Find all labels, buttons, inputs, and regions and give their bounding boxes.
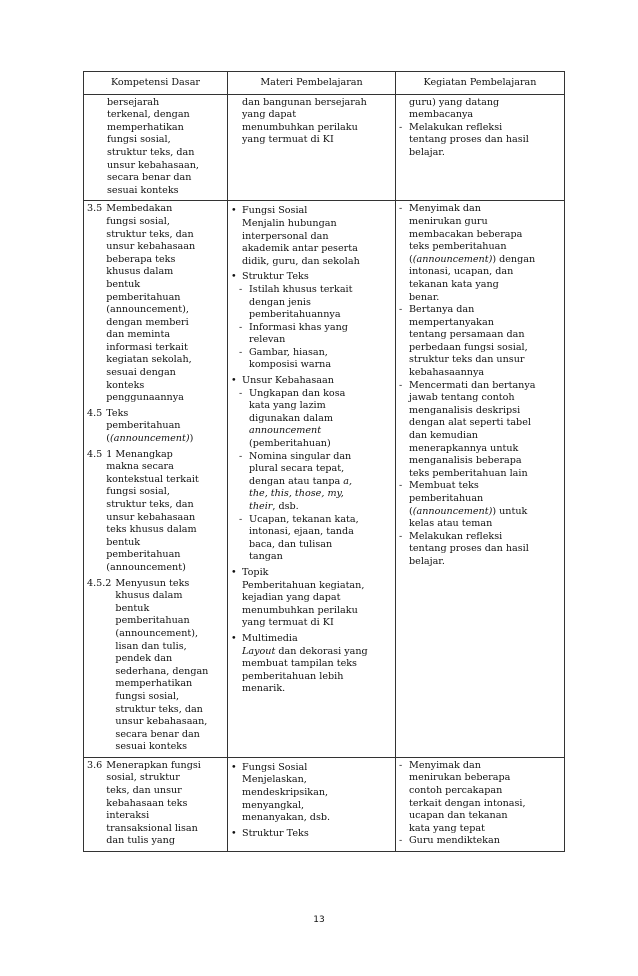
materi-struktur-teks <box>231 271 392 284</box>
text-line: menerapkannya untuk <box>409 442 519 454</box>
text-span: dan dekorasi yang <box>275 645 368 657</box>
italic-term: a, <box>343 475 353 487</box>
text-line: terkait dengan intonasi, <box>409 797 526 809</box>
text-line: dan bangunan bersejarah <box>242 96 367 108</box>
text-line: Mencermati dan bertanya <box>409 379 536 391</box>
bullet-icon: • <box>231 827 237 839</box>
text-line: fungsi sosial, <box>106 215 170 227</box>
bullet-icon: • <box>231 271 237 283</box>
text-line: digunakan dalam <box>249 412 333 424</box>
text-line: (announcement), <box>106 304 189 316</box>
text-line: kebahasaan teks <box>106 797 188 809</box>
text-line: contoh percakapan <box>409 785 503 797</box>
kegiatan-continuation <box>399 97 561 122</box>
kegiatan-item <box>399 304 561 380</box>
text-line: menganalisis deskripsi <box>409 404 521 416</box>
kegiatan-cell <box>396 94 565 201</box>
text-line: Melakukan refleksi <box>409 121 503 133</box>
text-line: kata yang lazim <box>249 400 326 412</box>
section-title: Multimedia <box>242 632 298 644</box>
text-line: Pemberitahuan kegiatan, <box>242 579 365 591</box>
text-line: menarik. <box>242 683 286 695</box>
text-line: pemberitahuan <box>106 420 181 432</box>
unsur-item <box>231 388 392 451</box>
text-line: menyangkal, <box>242 799 305 811</box>
bullet-icon: • <box>231 205 237 217</box>
kegiatan-cell <box>396 201 565 758</box>
kd-4-5 <box>87 408 224 446</box>
materi-unsur-kebahasaan <box>231 375 392 388</box>
text-line: pemberitahuan <box>409 493 484 504</box>
kd-number: 3.6 <box>87 759 103 771</box>
text-line: didik, guru, dan sekolah <box>242 255 360 267</box>
table-row <box>84 201 565 758</box>
text-line: menirukan guru <box>409 215 488 227</box>
text-line: ucapan dan tekanan <box>409 810 508 822</box>
text-line: Menyimak dan <box>409 203 481 215</box>
text-line: Ungkapan dan kosa <box>249 387 346 399</box>
italic-term: Layout <box>242 645 276 657</box>
text-line <box>249 488 392 501</box>
text-line: membacakan beberapa <box>409 228 523 240</box>
text-line: bersejarah <box>107 96 160 108</box>
fungsi-sosial-text <box>231 218 392 268</box>
text-line: baca, dan tulisan <box>249 538 333 550</box>
text-line: unsur kebahasaan <box>106 511 196 523</box>
text-line: terkenal, dengan <box>107 109 190 121</box>
text-line: menumbuhkan perilaku <box>242 604 358 616</box>
text-line: fungsi sosial, <box>115 690 180 702</box>
dash-marker: - <box>399 759 403 771</box>
text-line: Menjelaskan, <box>242 774 307 786</box>
text-line: dan kemudian <box>409 430 478 442</box>
materi-fungsi-sosial <box>231 762 392 775</box>
text-line: struktur teks, dan <box>107 146 195 158</box>
dash-marker: - <box>399 835 403 847</box>
kd-4-5-2 <box>87 578 224 754</box>
kd-cell <box>84 94 228 201</box>
materi-fungsi-sosial <box>231 205 392 218</box>
text-span: , dsb. <box>272 501 299 512</box>
text-line: teks pemberitahuan <box>409 241 507 253</box>
italic-term: the, this, those, my, <box>249 488 344 500</box>
struktur-item <box>231 322 392 347</box>
dash-marker: - <box>239 283 243 295</box>
italic-term: announcement <box>249 425 322 437</box>
text-line: struktur teks dan unsur <box>409 354 525 366</box>
section-title: Struktur Teks <box>242 271 309 283</box>
header-materi-pembelajaran: Materi Pembelajaran <box>228 72 396 95</box>
text-line: Nomina singular dan <box>249 450 352 462</box>
text-line: Menyusun teks <box>115 577 190 589</box>
text-line: Menerapkan fungsi <box>106 759 201 771</box>
text-line: yang dapat <box>242 109 297 121</box>
dash-marker: - <box>239 346 243 358</box>
materi-topik <box>231 567 392 580</box>
header-kompetensi-dasar: Kompetensi Dasar <box>84 72 228 95</box>
bullet-icon: • <box>231 761 237 773</box>
section-title: Topik <box>242 566 269 578</box>
text-line: memperhatikan <box>107 121 184 133</box>
text-line: yang termuat di KI <box>242 134 334 146</box>
text-span: dengan atau tanpa <box>249 475 341 487</box>
text-line: perbedaan fungsi sosial, <box>409 341 528 353</box>
text-line: mempertanyakan <box>409 316 494 328</box>
dash-marker: - <box>239 513 243 525</box>
kegiatan-item <box>399 122 561 160</box>
text-line: dengan alat seperti tabel <box>409 417 531 429</box>
text-line: kelas atau teman <box>409 518 493 530</box>
text-line: kebahasaannya <box>409 367 485 379</box>
text-line: belajar. <box>409 146 445 158</box>
text-line: kata yang tepat <box>409 822 485 834</box>
text-line: interpersonal dan <box>242 230 329 242</box>
text-line: pemberitahuannya <box>249 309 341 321</box>
text-line: transaksional lisan <box>106 822 198 834</box>
text-line: makna secara <box>106 461 174 473</box>
text-line: sesuai dengan <box>106 367 176 379</box>
text-line: Membedakan <box>106 203 173 215</box>
text-line: bentuk <box>106 278 141 290</box>
text-line: secara benar dan <box>115 728 200 740</box>
text-line: pendek dan <box>115 653 173 665</box>
text-line: teks, dan unsur <box>106 785 182 797</box>
text-line: struktur teks, dan <box>115 703 203 715</box>
kd-continuation <box>87 97 224 198</box>
text-line: penggunaannya <box>106 392 184 404</box>
text-line <box>249 476 392 489</box>
section-title: Fungsi Sosial <box>242 761 308 773</box>
table-row <box>84 757 565 851</box>
text-line: pemberitahuan <box>115 615 190 627</box>
curriculum-table <box>83 71 565 852</box>
text-line: teks khusus dalam <box>106 524 197 536</box>
text-line: dan tulis yang <box>106 835 175 847</box>
text-line: menganalisis beberapa <box>409 455 522 467</box>
text-line: sederhana, dengan <box>115 665 209 677</box>
multimedia-text <box>231 646 392 696</box>
text-line: unsur kebahasaan, <box>107 159 199 171</box>
text-span: dengan <box>496 253 536 265</box>
text-line: ((announcement)) <box>106 433 194 445</box>
dash-marker: - <box>239 321 243 333</box>
text-line: guru) yang datang <box>409 96 500 108</box>
text-line: pemberitahuan <box>106 549 181 561</box>
text-line: mendeskripsikan, <box>242 787 329 799</box>
topik-text <box>231 580 392 630</box>
fungsi-sosial-text <box>231 774 392 824</box>
kegiatan-item <box>399 480 561 530</box>
text-line: 1 Menangkap <box>106 448 173 460</box>
text-line: dengan jenis <box>249 296 311 308</box>
text-line: Bertanya dan <box>409 304 475 316</box>
text-line: sosial, struktur <box>106 772 180 784</box>
materi-cell <box>228 201 396 758</box>
header-kegiatan-pembelajaran: Kegiatan Pembelajaran <box>396 72 565 95</box>
text-line: tentang proses dan hasil <box>409 543 529 555</box>
text-line: Membuat teks <box>409 480 479 492</box>
text-line <box>249 501 392 514</box>
text-line: tangan <box>249 551 283 563</box>
text-line: memperhatikan <box>115 678 193 690</box>
text-line: (announcement), <box>115 627 199 639</box>
table-row <box>84 94 565 201</box>
dash-marker: - <box>239 387 243 399</box>
text-line: interaksi <box>106 810 150 822</box>
text-line: Istilah khusus terkait <box>249 283 353 295</box>
text-line: struktur teks, dan <box>106 499 194 510</box>
text-line: benar. <box>409 291 440 303</box>
text-line: konteks <box>106 379 145 391</box>
kd-number: 4.5 <box>87 448 103 460</box>
text-line: relevan <box>249 334 286 346</box>
dash-marker: - <box>399 480 403 492</box>
text-line: dan meminta <box>106 329 171 341</box>
text-line: khusus dalam <box>115 590 183 602</box>
text-line: Guru mendiktekan <box>409 835 500 847</box>
text-line: sesuai konteks <box>107 184 179 196</box>
kd-number: 3.5 <box>87 203 103 215</box>
text-line: kegiatan sekolah, <box>106 354 192 366</box>
kd-4-5-1 <box>87 449 224 575</box>
kegiatan-cell <box>396 757 565 851</box>
text-line: kejadian yang dapat <box>242 592 341 604</box>
bullet-icon: • <box>231 566 237 578</box>
kegiatan-item <box>399 380 561 481</box>
text-line: beberapa teks <box>106 253 176 265</box>
text-span: untuk <box>496 505 528 517</box>
section-title: Unsur Kebahasaan <box>242 375 334 387</box>
text-line: struktur teks, dan <box>106 228 194 240</box>
text-line: Melakukan refleksi <box>409 530 503 542</box>
text-line: membuat tampilan teks <box>242 658 357 670</box>
text-line: fungsi sosial, <box>106 486 170 498</box>
dash-marker: - <box>399 203 403 215</box>
text-line: tentang persamaan dan <box>409 329 525 341</box>
text-line: (announcement) <box>106 561 186 573</box>
text-line: Informasi khas yang <box>249 321 348 333</box>
italic-term: their <box>249 501 273 512</box>
text-line: tentang proses dan hasil <box>409 134 529 146</box>
text-line: informasi terkait <box>106 341 188 353</box>
text-line: sesuai konteks <box>115 741 188 753</box>
text-line: secara benar dan <box>107 172 192 184</box>
text-line: tekanan kata yang <box>409 278 499 290</box>
materi-continuation <box>231 97 392 147</box>
text-line: (pemberitahuan) <box>249 438 331 450</box>
dash-marker: - <box>239 450 243 462</box>
text-line: intonasi, ucapan, dan <box>409 266 514 278</box>
text-line: ((announcement)) untuk <box>409 505 528 517</box>
materi-cell <box>228 757 396 851</box>
text-line: Teks <box>106 407 129 419</box>
text-line: lisan dan tulis, <box>115 640 187 652</box>
text-line: komposisi warna <box>249 359 332 371</box>
text-line: belajar. <box>409 555 445 567</box>
kd-3-6 <box>87 760 224 848</box>
italic-term: (announcement) <box>110 433 190 445</box>
dash-marker: - <box>399 121 403 133</box>
materi-cell <box>228 94 396 201</box>
struktur-item <box>231 347 392 372</box>
text-line: bentuk <box>115 602 150 614</box>
dash-marker: - <box>399 530 403 542</box>
text-line: akademik antar peserta <box>242 243 358 255</box>
unsur-item <box>231 451 392 514</box>
bullet-icon: • <box>231 632 237 644</box>
text-line: pemberitahuan lebih <box>242 670 344 682</box>
dash-marker: - <box>399 379 403 391</box>
text-line: Menjalin hubungan <box>242 217 337 229</box>
text-line: menanyakan, dsb. <box>242 812 331 824</box>
unsur-item <box>231 514 392 564</box>
materi-struktur-teks <box>231 828 392 841</box>
text-line <box>242 646 392 659</box>
page-number: 13 <box>313 915 325 925</box>
bullet-icon: • <box>231 375 237 387</box>
kd-number: 4.5 <box>87 407 103 419</box>
text-line: jawab tentang contoh <box>409 392 515 404</box>
section-title: Struktur Teks <box>242 827 309 839</box>
kegiatan-item <box>399 203 561 304</box>
text-line: bentuk <box>106 536 141 548</box>
text-line: khusus dalam <box>106 266 174 278</box>
kegiatan-item <box>399 835 561 848</box>
text-line: dengan memberi <box>106 316 189 328</box>
dash-marker: - <box>399 304 403 316</box>
text-line: fungsi sosial, <box>107 134 171 146</box>
text-line: yang termuat di KI <box>242 617 334 629</box>
italic-term: (announcement) <box>412 253 493 265</box>
text-line: unsur kebahasaan, <box>115 716 208 728</box>
text-line: pemberitahuan <box>106 291 181 303</box>
kegiatan-item <box>399 760 561 836</box>
text-line: Gambar, hiasan, <box>249 346 328 358</box>
kd-cell <box>84 757 228 851</box>
italic-term: (announcement) <box>412 505 493 517</box>
table-header-row <box>84 72 565 95</box>
text-line: ((announcement)) dengan <box>409 253 536 265</box>
text-line: plural secara tepat, <box>249 463 345 475</box>
kd-3-5 <box>87 203 224 405</box>
text-line: teks pemberitahuan lain <box>409 467 528 479</box>
struktur-item <box>231 284 392 322</box>
section-title: Fungsi Sosial <box>242 205 308 217</box>
text-line: menumbuhkan perilaku <box>242 121 358 133</box>
text-line: menirukan beberapa <box>409 772 511 784</box>
kegiatan-item <box>399 531 561 569</box>
text-line: Menyimak dan <box>409 759 481 771</box>
text-line <box>249 425 392 438</box>
materi-multimedia <box>231 633 392 646</box>
text-line: membacanya <box>409 109 474 121</box>
text-line: kontekstual terkait <box>106 473 199 485</box>
text-line: Ucapan, tekanan kata, <box>249 513 359 525</box>
text-line: intonasi, ejaan, tanda <box>249 526 354 538</box>
kd-cell <box>84 201 228 758</box>
text-line: unsur kebahasaan <box>106 241 196 253</box>
kd-number: 4.5.2 <box>87 577 112 589</box>
